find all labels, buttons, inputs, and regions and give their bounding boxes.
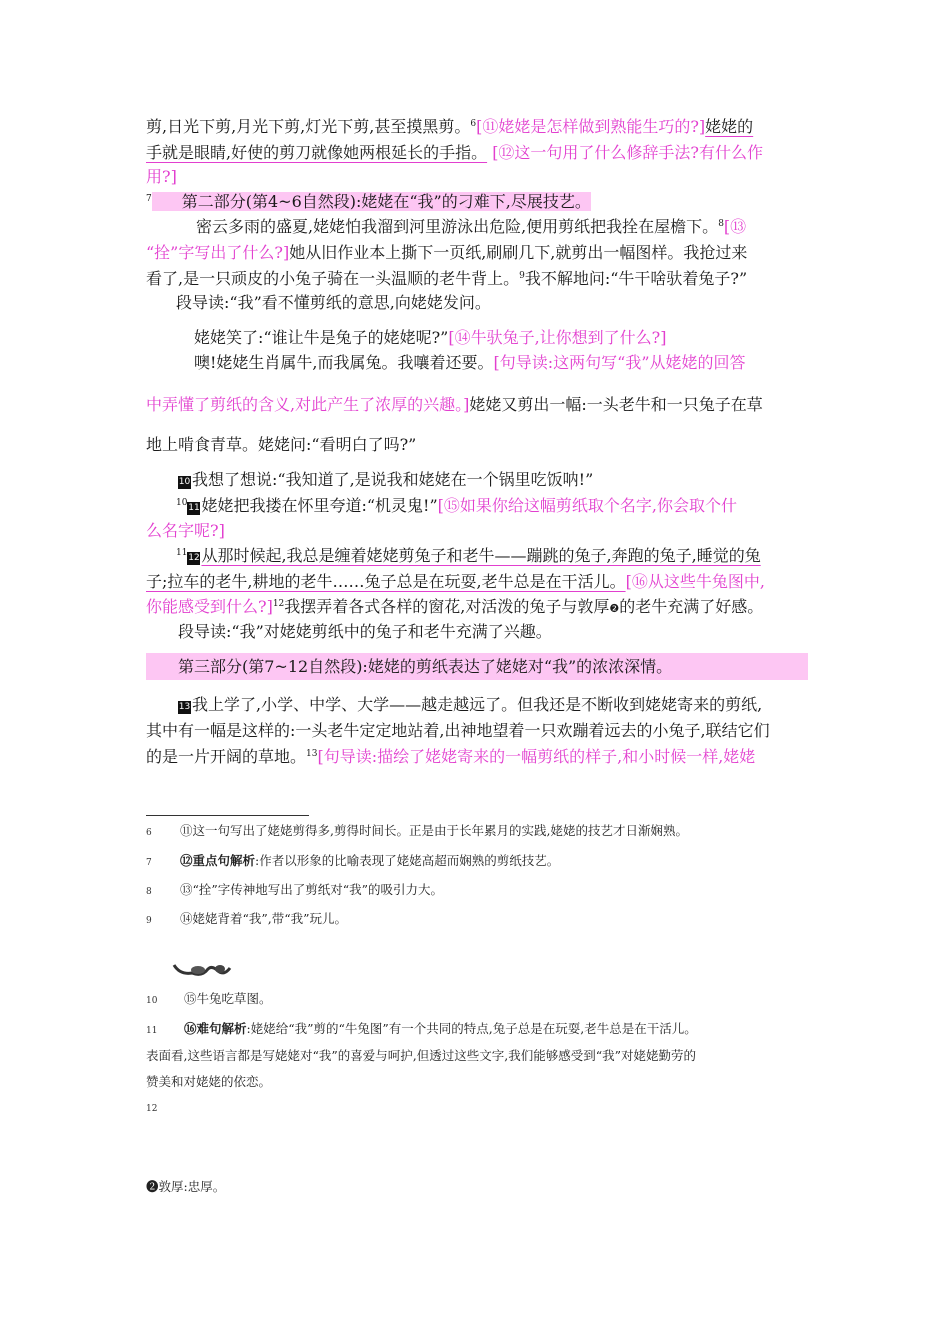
footnote-divider [146, 815, 309, 816]
footnote-ref: 6 [470, 119, 477, 129]
note-marker: ❷ [609, 602, 620, 615]
footnote-number: 9 [146, 916, 152, 926]
body-text: 地上啃食青草。姥姥问:“看明白了吗?” [146, 435, 417, 454]
paragraph-number-badge: 13 [178, 702, 191, 712]
section-heading-part3 [146, 653, 808, 680]
paragraph-guide [178, 619, 842, 645]
footnote-text: ⑬“拴”字传神地写出了剪纸对“我”的吸引力大。 [180, 882, 444, 897]
footnote-ref: 13 [306, 749, 318, 759]
footnote-text: ⑪这一句写出了姥姥剪得多,剪得时间长。正是由于长年累月的实践,姥姥的技艺才日渐娴熟。 [180, 823, 688, 838]
footnote-text: ⑭姥姥背着“我”,带“我”玩儿。 [180, 911, 348, 926]
text-line [146, 744, 810, 770]
footnote [146, 1094, 816, 1122]
paper-cut-illustration [172, 962, 234, 976]
text-line [146, 140, 810, 166]
question-annotation: [⑭牛驮兔子,让你想到了什么?] [448, 328, 667, 347]
guide-text: 段导读:“我”对姥姥剪纸中的兔子和老牛充满了兴趣。 [178, 622, 552, 641]
footnote-text: 赞美和对姥姥的依恋。 [146, 1074, 272, 1089]
text-line [178, 692, 842, 718]
footnote-number: 8 [146, 887, 152, 897]
sentence-guide: [句导读:这两句写“我”从姥姥的回答 [493, 353, 746, 372]
text-line [146, 594, 810, 622]
footnote-number: 10 [146, 996, 158, 1006]
footnote [146, 848, 816, 876]
body-text: 我不解地问:“牛干啥驮着兔子?” [524, 269, 748, 288]
text-line [176, 493, 840, 519]
text-line [146, 718, 810, 744]
question-annotation: [⑯从这些牛兔图中, [625, 572, 765, 591]
footnote [146, 1069, 816, 1095]
text-line [176, 543, 840, 569]
question-annotation: [⑪姥姥是怎样做到熟能生巧的?] [476, 117, 706, 136]
body-text: 剪,日光下剪,月光下剪,灯光下剪,甚至摸黑剪。 [146, 117, 471, 136]
footnote-text: :姥姥给“我”剪的“牛兔图”有一个共同的特点,兔子总是在玩耍,老牛总是在干活儿。 [246, 1021, 697, 1036]
body-text: 其中有一幅是这样的:一头老牛定定地站着,出神地望着一只欢蹦着远去的小兔子,联结它们 [146, 721, 770, 740]
underlined-text: 子;拉车的老牛,耕地的老牛……兔子总是在玩耍,老牛总是在干活儿。 [146, 572, 626, 591]
footnote-ref: 9 [519, 271, 525, 281]
paragraph-number-badge: 10 [178, 477, 191, 487]
footnote [146, 986, 816, 1014]
footnote-text: :作者以形象的比喻表现了姥姥高超而娴熟的剪纸技艺。 [255, 853, 560, 868]
footnote-ref: 10 [176, 498, 188, 508]
body-text: 姥姥笑了:“谁让牛是兔子的姥姥呢?” [194, 328, 449, 347]
section-heading-part2 [146, 189, 810, 215]
footnote-number: 7 [146, 858, 152, 868]
text-line [146, 240, 810, 266]
section-title: 第二部分(第4~6自然段):姥姥在“我”的刁难下,尽展技艺。 [152, 192, 591, 211]
body-text: 姥姥把我搂在怀里夸道:“机灵鬼!” [201, 496, 438, 515]
body-text: 的是一片开阔的草地。 [146, 747, 307, 766]
body-text: 姥姥又剪出一幅:一头老牛和一只兔子在草 [469, 395, 763, 414]
text-line [146, 114, 810, 140]
text-line [178, 467, 842, 493]
footnote-number: 6 [146, 828, 152, 838]
body-text: 我想了想说:“我知道了,是说我和姥姥在一个锅里吃饭呐!” [192, 470, 594, 489]
footnote-bold-label: ⑫重点句解析 [180, 853, 256, 868]
footnote-text: ⑮牛兔吃草图。 [184, 991, 272, 1006]
sentence-guide: [句导读:描绘了姥姥寄来的一幅剪纸的样子,和小时候一样,姥姥 [317, 747, 756, 766]
footnote [146, 1043, 816, 1069]
footnote-ref: 11 [176, 548, 188, 558]
question-annotation: [⑮如果你给这幅剪纸取个名字,你会取个什 [437, 496, 737, 515]
body-text: 她从旧作业本上撕下一页纸,刷刷几下,就剪出一幅图样。我抢过来 [289, 243, 748, 262]
footnote [146, 877, 816, 905]
section-title: 第三部分(第7~12自然段):姥姥的剪纸表达了姥姥对“我”的浓浓深情。 [178, 657, 673, 676]
text-line [146, 266, 810, 292]
footnote [146, 818, 816, 846]
text-line [196, 214, 860, 240]
footnote-text: 表面看,这些语言都是写姥姥对“我”的喜爱与呵护,但透过这些文字,我们能够感受到“我”对姥姥勤劳的 [146, 1048, 696, 1063]
text-line [146, 518, 810, 544]
question-annotation: 用?] [146, 167, 177, 186]
paragraph-number-badge: 12 [188, 553, 200, 563]
question-annotation: [⑫这一句用了什么修辞手法?有什么作 [492, 143, 764, 162]
footnote-number: 11 [146, 1026, 158, 1036]
word-note [146, 1174, 816, 1200]
body-text: 噢!姥姥生肖属牛,而我属兔。我嚷着还要。 [194, 353, 494, 372]
text-line [194, 350, 858, 376]
question-annotation: “拴”字写出了什么?] [146, 243, 290, 262]
footnote-ref: 7 [146, 194, 152, 204]
body-text: 我摆弄着各式各样的窗花,对活泼的兔子与敦厚 [284, 597, 610, 616]
paragraph-guide [176, 290, 840, 316]
text-line [146, 432, 810, 458]
footnote-number: 12 [146, 1104, 158, 1114]
underlined-text: 从那时候起,我总是缠着姥姥剪兔子和老牛——蹦跳的兔子,奔跑的兔子,睡觉的兔 [201, 546, 761, 565]
underlined-text: 姥姥的 [705, 117, 754, 136]
sentence-guide: 中弄懂了剪纸的含义,对此产生了浓厚的兴趣。] [146, 395, 470, 414]
footnote [146, 1016, 816, 1044]
footnote-ref: 12 [272, 599, 285, 609]
text-line [146, 392, 810, 418]
footnote [146, 906, 816, 934]
question-annotation: [⑬ [723, 217, 747, 236]
body-text: 我上学了,小学、中学、大学——越走越远了。但我还是不断收到姥姥寄来的剪纸, [192, 695, 763, 714]
word-note-text: ❷敦厚:忠厚。 [146, 1179, 226, 1194]
body-text: 的老牛充满了好感。 [619, 597, 764, 616]
guide-text: 段导读:“我”看不懂剪纸的意思,向姥姥发问。 [176, 293, 491, 312]
text-line [194, 325, 858, 351]
text-line [146, 164, 810, 190]
body-text: 密云多雨的盛夏,姥姥怕我溜到河里游泳出危险,便用剪纸把我拴在屋檐下。 [196, 217, 719, 236]
question-annotation: 么名字呢?] [146, 521, 225, 540]
footnote-ref: 8 [718, 219, 724, 229]
underlined-text: 手就是眼睛,好使的剪刀就像她两根延长的手指。 [146, 143, 488, 162]
body-text: 看了,是一只顽皮的小兔子骑在一头温顺的老牛背上。 [146, 269, 520, 288]
paragraph-number-badge: 11 [188, 503, 200, 513]
question-annotation: 你能感受到什么?] [146, 597, 273, 616]
footnote-bold-label: ⑯难句解析 [184, 1021, 247, 1036]
text-line [146, 569, 810, 595]
